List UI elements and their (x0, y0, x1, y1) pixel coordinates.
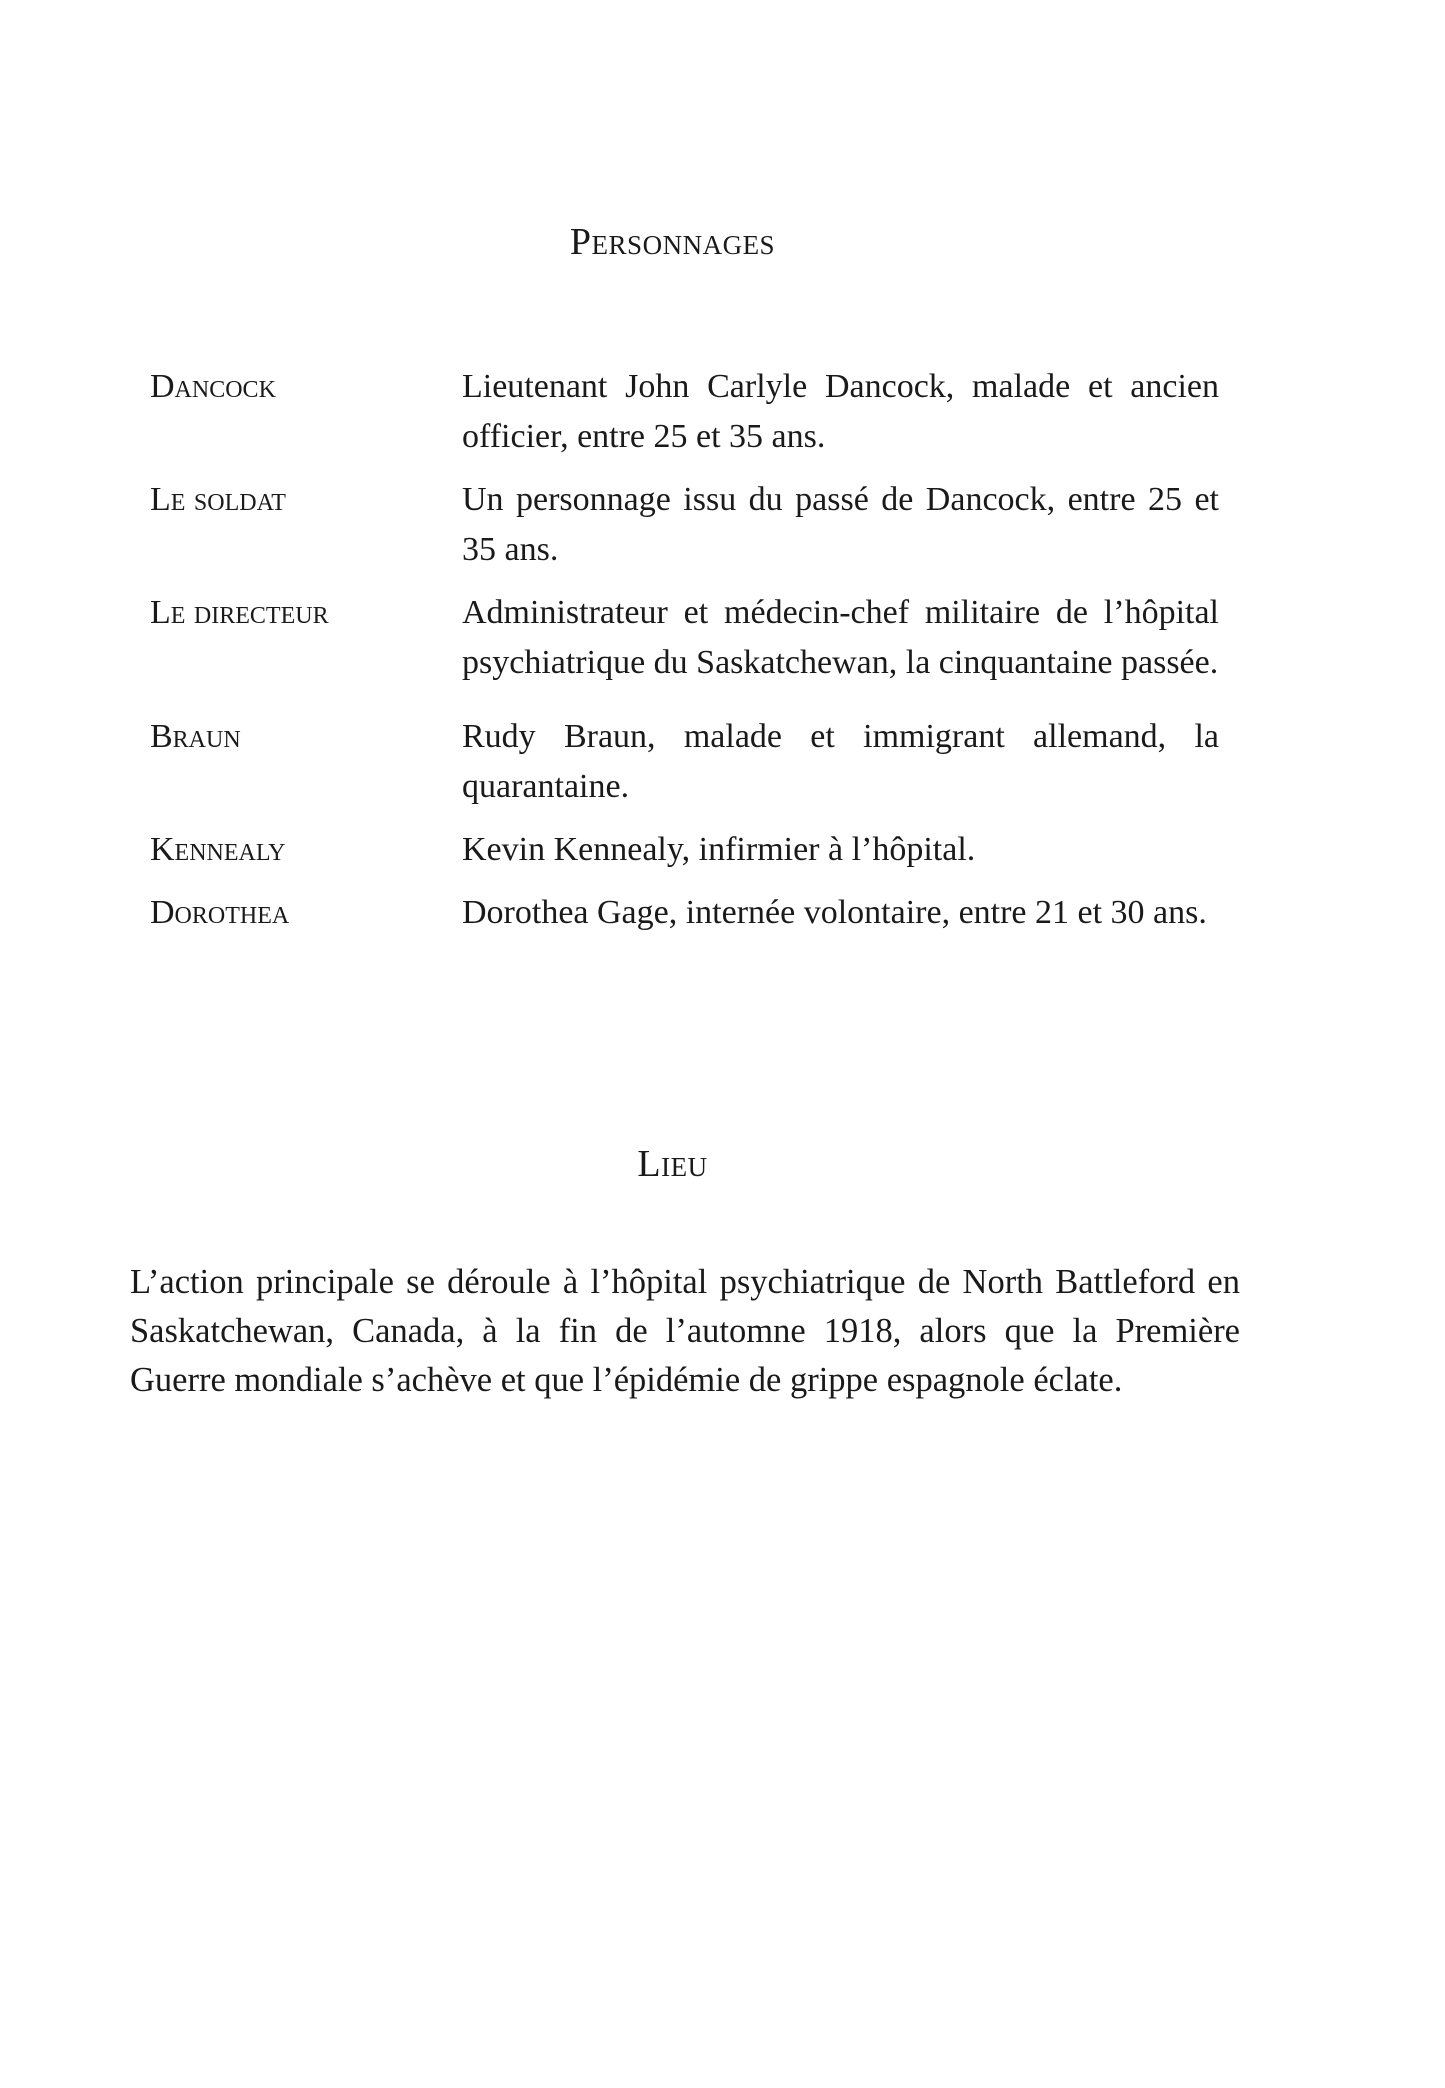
cast-row (150, 588, 1220, 688)
character-name: Dorothea (150, 894, 290, 931)
cast-row (150, 712, 1220, 812)
character-description: Un personnage issu du passé de Dancock, entre 25 et 35 ans. (462, 481, 1219, 568)
cast-list (150, 362, 1220, 951)
cast-row (150, 475, 1220, 575)
character-name: Le directeur (150, 594, 329, 631)
lieu-paragraph: L’action principale se déroule à l’hôpital psychiatrique de North Battleford en Saskatchewan, Canada, à la fin de l’automne 1918, alors que la Première Guerre mondiale s’achève et que l’épidémie de grippe espagnole éclate. (130, 1263, 1240, 1399)
cast-row (150, 888, 1220, 938)
cast-row (150, 825, 1220, 875)
character-description: Rudy Braun, malade et immigrant allemand, la quarantaine. (462, 718, 1219, 805)
character-name: Braun (150, 718, 241, 755)
character-name: Dancock (150, 368, 276, 405)
character-description: Kevin Kennealy, infirmier à l’hôpital. (462, 831, 976, 868)
cast-row (150, 362, 1220, 462)
lieu-heading: Lieu (637, 1143, 708, 1185)
character-description: Dorothea Gage, internée volontaire, entre 21 et 30 ans. (462, 894, 1207, 931)
character-name: Le soldat (150, 481, 286, 518)
character-description: Administrateur et médecin-chef militaire de l’hôpital psychiatrique du Saskatchewan, la cinquantaine passée. (462, 594, 1219, 681)
character-name: Kennealy (150, 831, 286, 868)
personnages-heading: Personnages (569, 221, 776, 263)
character-description: Lieutenant John Carlyle Dancock, malade et ancien officier, entre 25 et 35 ans. (462, 368, 1219, 455)
